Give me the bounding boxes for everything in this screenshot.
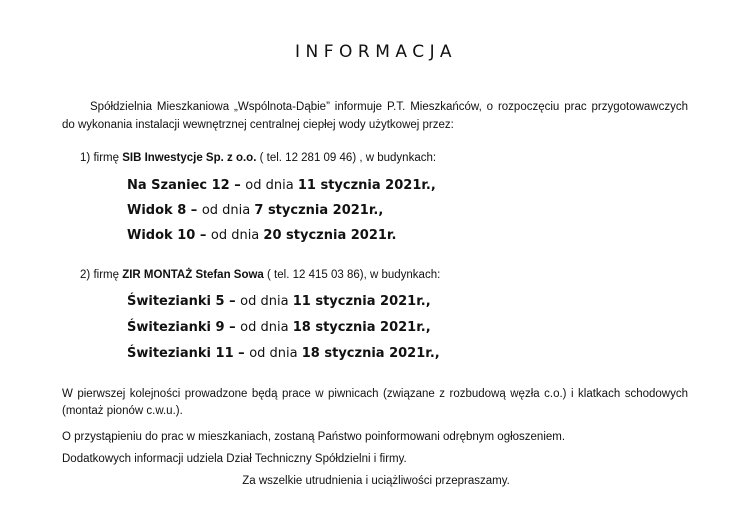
firm-1-name: SIB Inwestycje Sp. z o.o.: [122, 152, 257, 164]
closing-line: Za wszelkie utrudnienia i uciążliwości przepraszamy.: [242, 475, 510, 487]
building-name: Świtezianki 9: [127, 320, 225, 335]
firm-2-line: [80, 269, 440, 281]
building-end: ,: [434, 346, 440, 361]
building-date: 11 stycznia 2021r.: [297, 178, 431, 193]
building-separator: –: [186, 203, 202, 218]
building-separator: –: [224, 320, 241, 335]
building-name: Świtezianki 5: [127, 294, 225, 309]
firm-2-number: 2): [80, 269, 91, 281]
intro-paragraph: [62, 98, 688, 134]
building-end: ,: [430, 178, 436, 193]
apartments-paragraph: O przystąpieniu do prac w mieszkaniach, zostaną Państwo poinformowani odrębnym ogłoszeniem.: [62, 431, 566, 443]
building-end: ,: [425, 320, 431, 335]
firm-1-prefix: firmę: [93, 152, 119, 164]
building-name: Na Szaniec 12: [127, 178, 230, 193]
building-date: 20 stycznia 2021r.: [263, 228, 397, 243]
building-from: od dnia: [240, 294, 289, 309]
building-name: Widok 8: [127, 203, 187, 218]
firm-1-line: [80, 152, 436, 164]
building-end: ,: [378, 203, 384, 218]
firm-1-number: 1): [80, 152, 91, 164]
firm-2-phone: ( tel. 12 415 03 86): [267, 269, 364, 281]
firm-1-building-3: [127, 228, 396, 243]
firm-1-building-2: [127, 203, 383, 218]
building-from: od dnia: [249, 346, 298, 361]
building-name: Świtezianki 11: [127, 346, 234, 361]
firm-1-suffix: , w budynkach:: [359, 152, 437, 164]
works-paragraph: W pierwszej kolejności prowadzone będą prace w piwnicach (związane z rozbudową węzła c.o.) i klatkach schodowych (montaż pionów c.w.u.).: [62, 388, 688, 417]
firm-1-building-1: [127, 178, 436, 193]
building-date: 18 stycznia 2021r.: [301, 346, 435, 361]
building-name: Widok 10: [127, 228, 196, 243]
building-from: od dnia: [245, 178, 294, 193]
building-date: 18 stycznia 2021r.: [292, 320, 426, 335]
building-date: 7 stycznia 2021r.: [254, 203, 379, 218]
intro-text: Spółdzielnia Mieszkaniowa „Wspólnota-Dąbie” informuje P.T. Mieszkańców, o rozpoczęciu prac przygotowawczych do wykonania instalacji wewnętrznej centralnej ciepłej wody użytkowej przez:: [62, 101, 688, 131]
page-title: INFORMACJA: [295, 42, 457, 62]
info-paragraph: Dodatkowych informacji udziela Dział Techniczny Spółdzielni i firmy.: [62, 453, 407, 465]
building-separator: –: [229, 178, 246, 193]
building-separator: –: [195, 228, 211, 243]
building-separator: –: [224, 294, 241, 309]
building-from: od dnia: [210, 228, 260, 243]
firm-2-prefix: firmę: [93, 269, 119, 281]
firm-2-building-1: [127, 294, 431, 309]
building-date: 11 stycznia 2021r.: [292, 294, 426, 309]
firm-2-building-3: [127, 346, 440, 361]
firm-2-suffix: , w budynkach:: [363, 269, 441, 281]
firm-1-phone: ( tel. 12 281 09 46): [259, 152, 357, 164]
building-from: od dnia: [240, 320, 289, 335]
firm-2-building-2: [127, 320, 431, 335]
firm-2-name: ZIR MONTAŻ Stefan Sowa: [122, 269, 264, 281]
building-from: od dnia: [201, 203, 251, 218]
building-separator: –: [233, 346, 250, 361]
building-end: ,: [425, 294, 431, 309]
